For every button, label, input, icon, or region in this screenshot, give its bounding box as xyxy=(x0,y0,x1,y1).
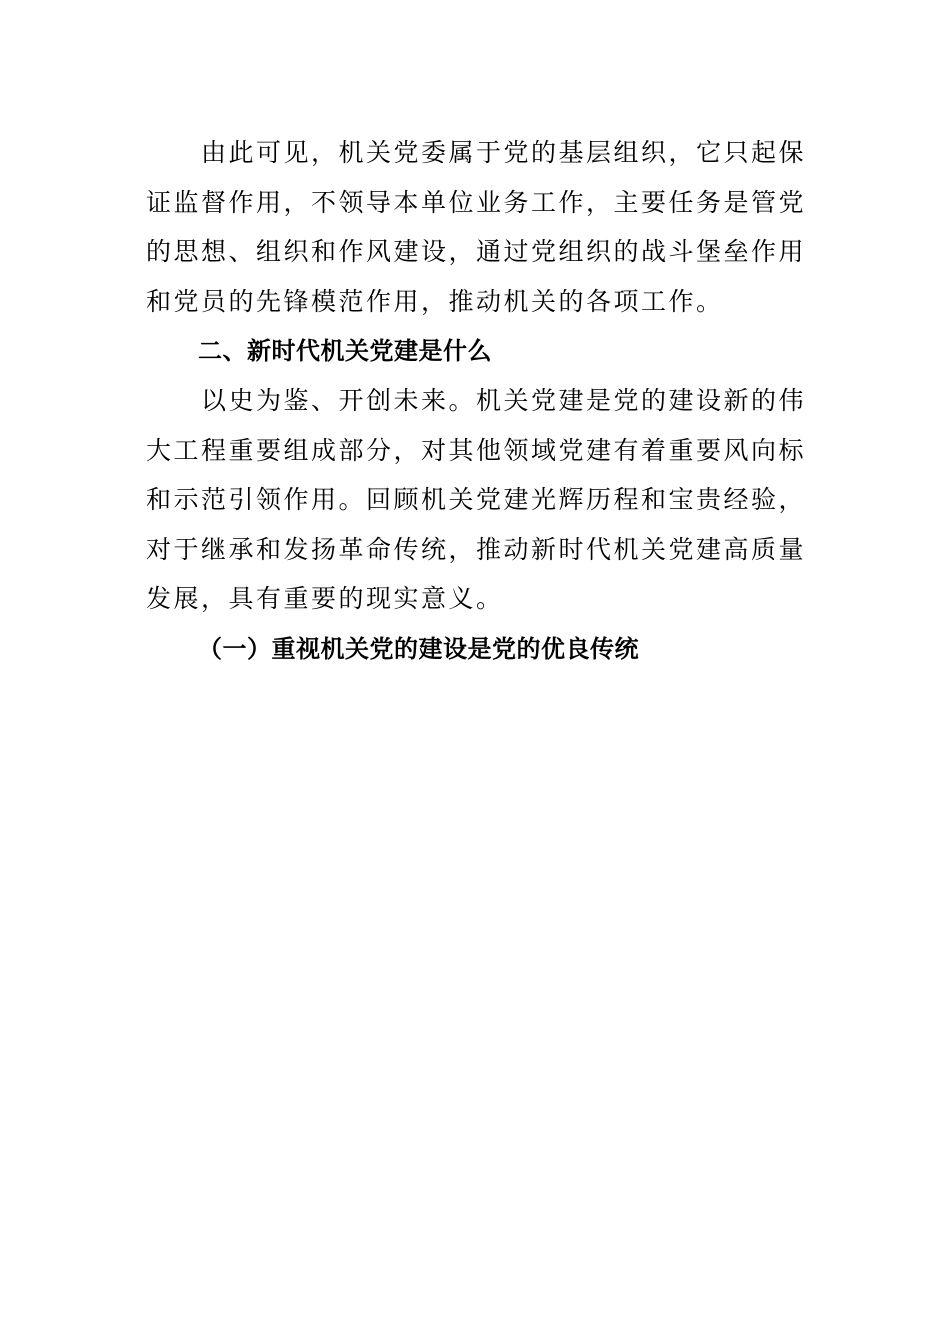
paragraph-conclusion: 由此可见，机关党委属于党的基层组织，它只起保证监督作用，不领导本单位业务工作，主要任务是管党的思想、组织和作风建设，通过党组织的战斗堡垒作用和党员的先锋模范作用，推动机关的各项工作。 xyxy=(146,138,807,316)
document-body xyxy=(146,128,806,674)
section-heading: 二、新时代机关党建是什么 xyxy=(198,337,492,365)
subsection-heading: （一）重视机关党的建设是党的优良传统 xyxy=(198,634,639,663)
paragraph-intro: 以史为鉴、开创未来。机关党建是党的建设新的伟大工程重要组成部分，对其他领域党建有着重要风向标和示范引领作用。回顾机关党建光辉历程和宝贵经验，对于继承和发扬革命传统，推动新时代机关党建高质量发展，具有重要的现实意义。 xyxy=(146,386,807,613)
